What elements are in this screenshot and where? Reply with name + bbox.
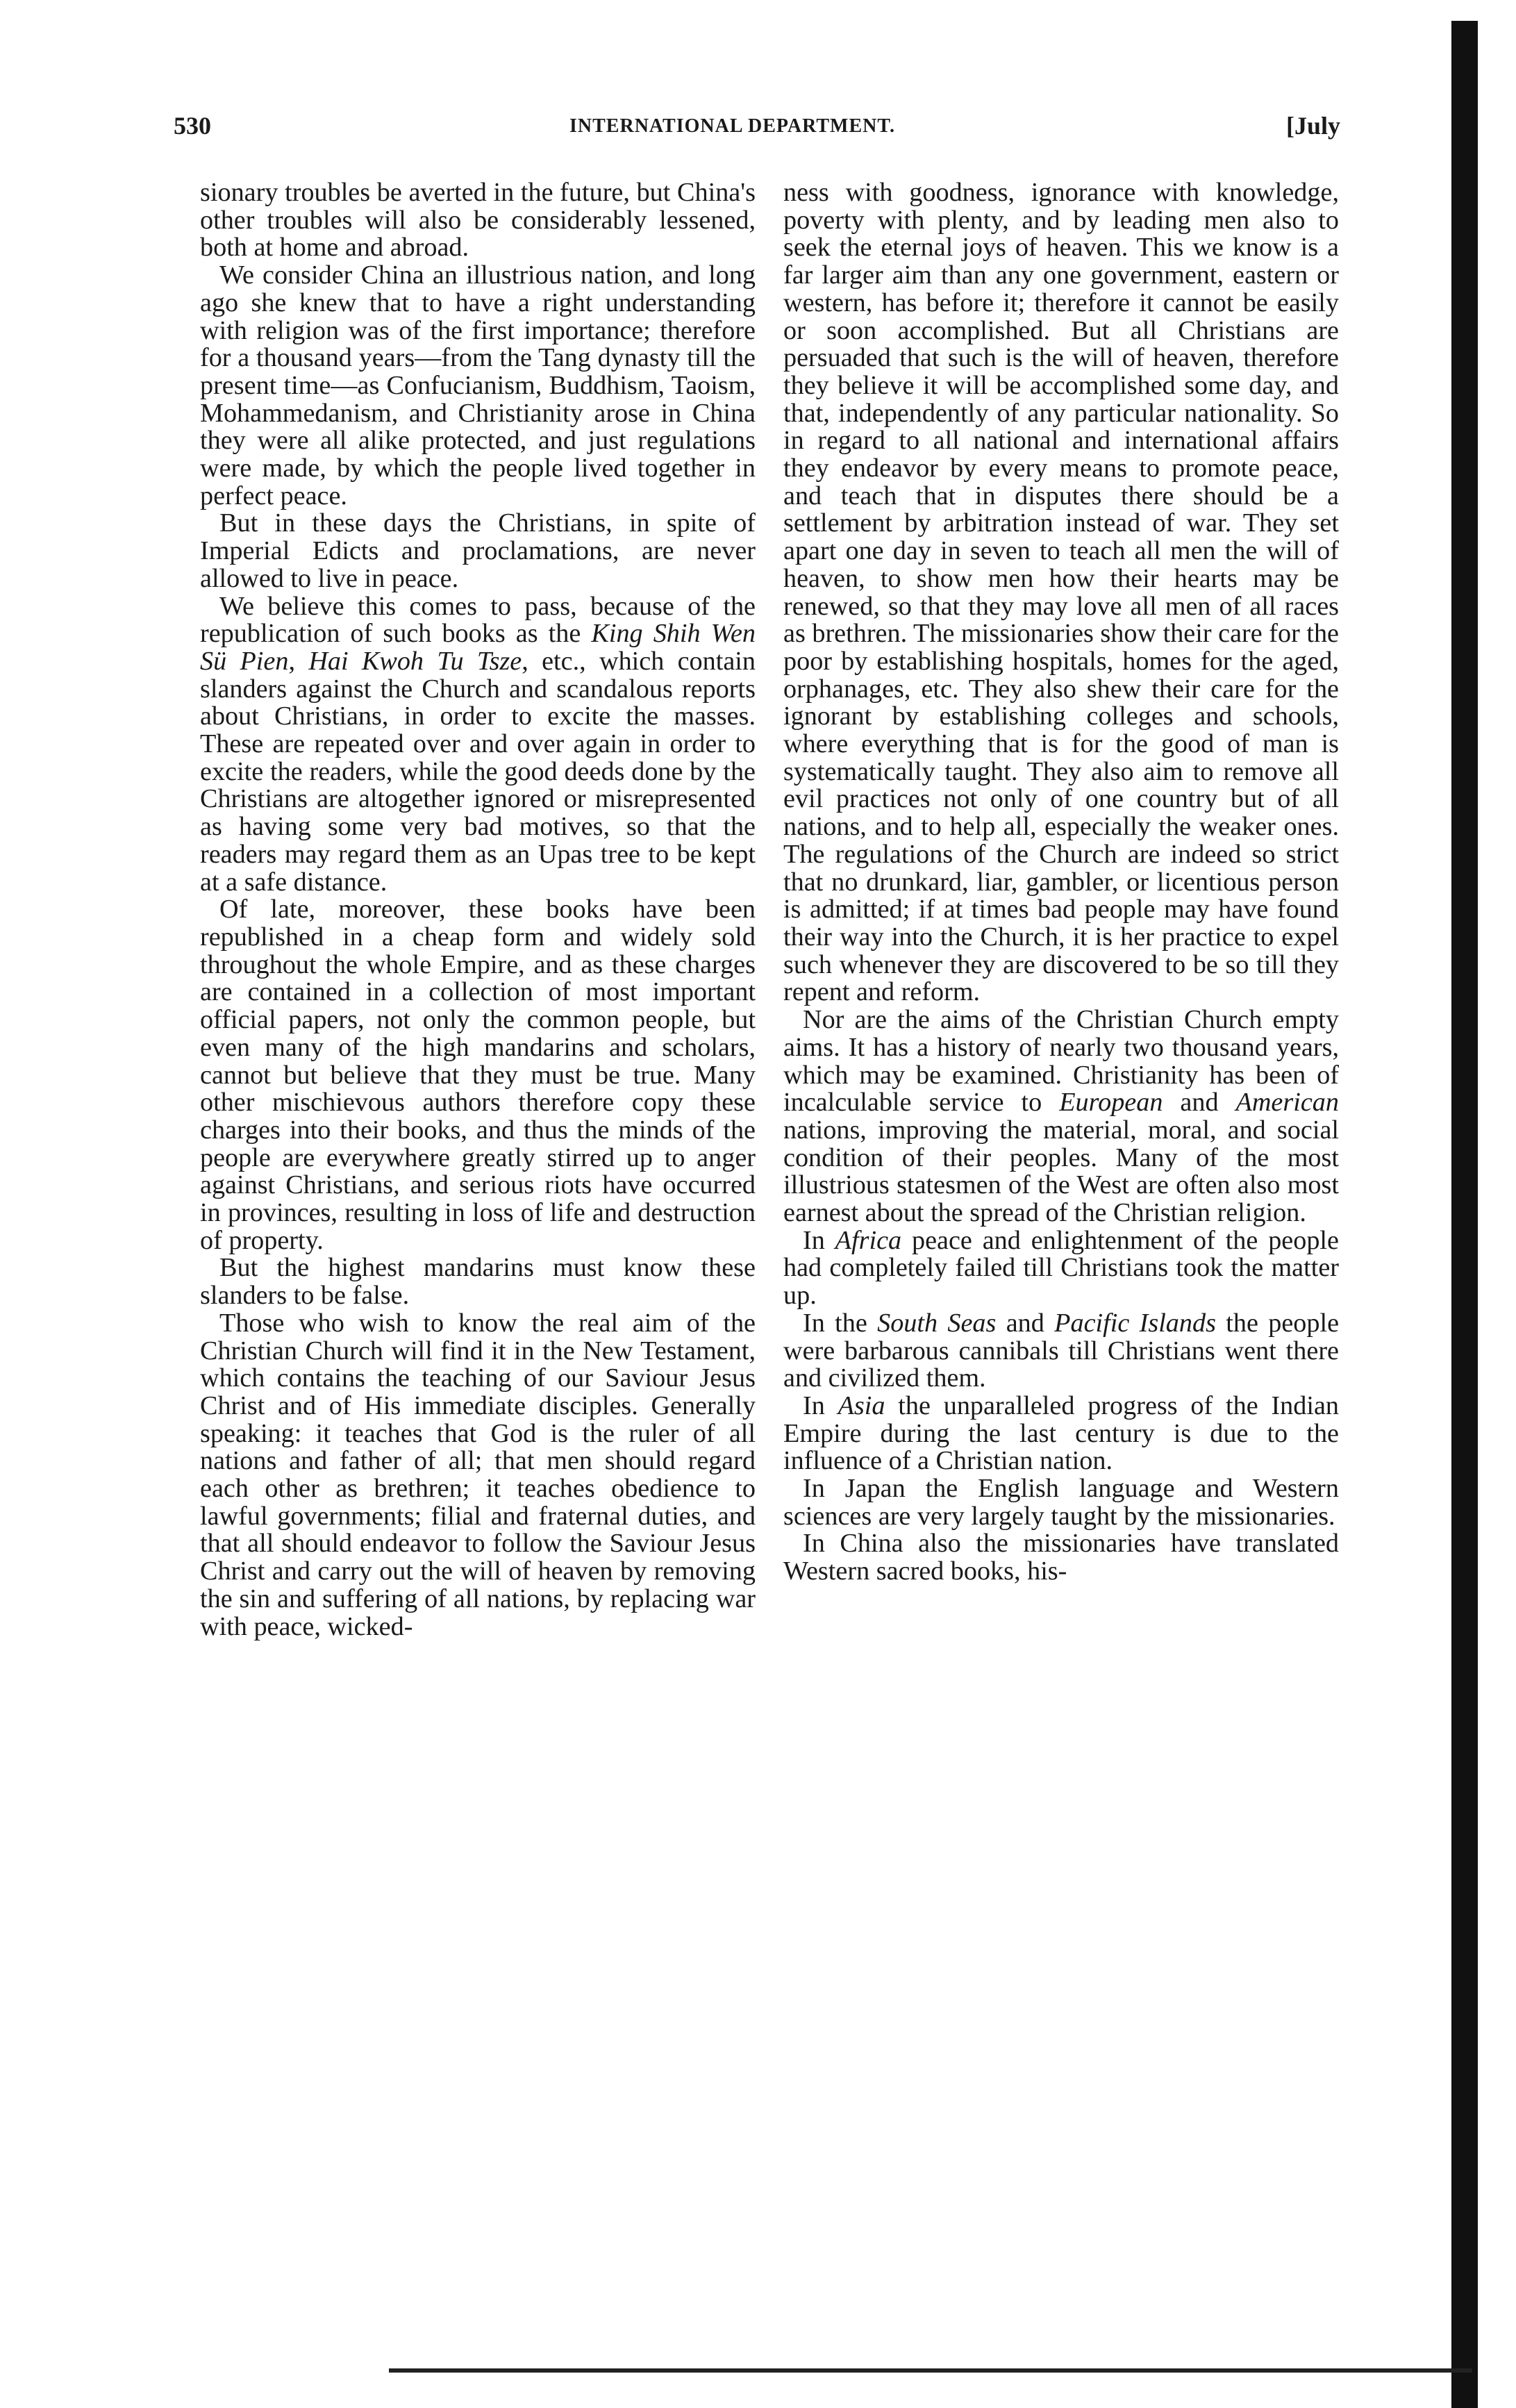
emphasis: South Seas (877, 1308, 997, 1338)
paragraph-text: In (803, 1390, 838, 1420)
paragraph: Those who wish to know the real aim of the Christian Church will find it in the New Testament, which contains the teaching of our Saviour Jesus Christ and of His immediate disciples. Generally speaking: it teaches that God is the ruler of all nations and father of all; that men should regard each other as brethren; it teaches obedience to lawful governments; filial and fraternal duties, and that all should endeavor to follow the Saviour Jesus Christ and carry out the will of heaven by removing the sin and suffering of all nations, by replacing war with peace, wicked- (200, 1308, 756, 1641)
paragraph-text: and (1163, 1088, 1236, 1118)
paragraph-text: the unparalleled progress of the Indian Empire during the last century is due to the influence of a Christian nation. (783, 1390, 1340, 1476)
paragraph: sionary troubles be averted in the future, but China's other troubles will also be considerably lessened, both at home and abroad. (200, 178, 756, 263)
paragraph-text: peace and enlightenment of the people had completely failed till Christians took the matter up. (783, 1225, 1339, 1311)
paragraph-text: , (288, 646, 309, 676)
scan-bottom-edge (389, 2368, 1472, 2373)
running-month: [July (1285, 112, 1340, 140)
page-number: 530 (174, 112, 211, 140)
scan-edge-gap (1451, 0, 1516, 21)
emphasis: Africa (835, 1225, 902, 1255)
paragraph-text: We believe this comes to pass, because of the republication of such books as the (200, 591, 756, 649)
paragraph: But the highest mandarins must know these slanders to be false. (200, 1253, 756, 1311)
paragraph: We consider China an illustrious nation, and long ago she knew that to have a right understanding with religion was of the first importance; therefore for a thousand years—from the Tang dynasty till the present time—as Confucianism, Buddhism, Taoism, Mohammedanism, and Christianity arose in China they were all alike protected, and just regulations were made, by which the people lived together in perfect peace. (200, 260, 756, 510)
paragraph-text: nations, improving the material, moral, and social condition of their peoples. Many of the most illustrious statesmen of the West are often also most earnest about the spread of the Christian religion. (783, 1115, 1339, 1228)
running-title: INTERNATIONAL DEPARTMENT. (569, 115, 895, 137)
right-column (783, 179, 1339, 1586)
paragraph (783, 1390, 1340, 1476)
emphasis: Asia (838, 1390, 885, 1420)
paragraph-text: In the (803, 1308, 878, 1338)
paragraph: But in these days the Christians, in spite of Imperial Edicts and proclamations, are never allowed to live in peace. (200, 508, 756, 593)
emphasis: Pacific Islands (1054, 1308, 1216, 1338)
paragraph: In Japan the English language and Western sciences are very largely taught by the missionaries. (783, 1474, 1339, 1531)
paragraph: ness with goodness, ignorance with knowledge, poverty with plenty, and by leading men also to seek the eternal joys of heaven. This we know is a far larger aim than any one government, eastern or western, has before it; therefore it cannot be easily or soon accomplished. But all Christians are persuaded that such is the will of heaven, therefore they believe it will be accomplished some day, and that, independently of any particular nationality. So in regard to all national and international affairs they endeavor by every means to promote peace, and teach that in disputes there should be a settlement by arbitration instead of war. They set apart one day in seven to teach all men the will of heaven, to show men how their hearts may be renewed, so that they may love all men of all races as brethren. The missionaries show their care for the poor by establishing hospitals, homes for the aged, orphanages, etc. They also shew their care for the ignorant by establishing colleges and schools, where everything that is for the good of man is systematically taught. They also aim to remove all evil practices not only of one country but of all nations, and to help all, especially the weaker ones. The regulations of the Church are indeed so strict that no drunkard, liar, gambler, or licentious person is admitted; if at times bad people may have found their way into the Church, it is her practice to expel such whenever they are discovered to be so till they repent and reform. (783, 178, 1339, 1007)
paragraph (783, 1310, 1339, 1393)
book-title: King Shih Wen Sü Pien (200, 619, 756, 676)
paragraph-text: and (996, 1308, 1055, 1338)
paragraph (200, 593, 756, 897)
paragraph-text: , etc., which contain slanders against the Church and scandalous reports about Christians, in order to excite the masses. These are repeated over and over again in order to excite the readers, while the good deeds done by the Christians are altogether ignored or misrepresented as having some very bad motives, so that the readers may regard them as an Upas tree to be kept at a safe distance. (200, 646, 756, 897)
scan-binding-edge (1451, 0, 1478, 2408)
emphasis: European (1059, 1088, 1163, 1118)
paragraph: Of late, moreover, these books have been republished in a cheap form and widely sold throughout the whole Empire, and as these charges are contained in a collection of most important official papers, not only the common people, but even many of the high mandarins and scholars, cannot but believe that they must be true. Many other mischievous authors therefore copy these charges into their books, and thus the minds of the people are everywhere greatly stirred up to anger against Christians, and serious riots have occurred in provinces, resulting in loss of life and destruction of property. (200, 895, 756, 1255)
left-column (200, 179, 756, 1641)
paragraph-text: In (803, 1225, 835, 1255)
paragraph-text: the people were barbarous cannibals till Christians went there and civilized them. (783, 1308, 1340, 1393)
paragraph (783, 1227, 1339, 1310)
book-title: Hai Kwoh Tu Tsze (308, 646, 522, 676)
running-header (174, 97, 1340, 153)
paragraph-text: Nor are the aims of the Christian Church empty aims. It has a history of nearly two thousand years, which may be examined. Christianity has been of incalculable service to (783, 1005, 1339, 1118)
emphasis: American (1235, 1088, 1339, 1118)
paragraph: In China also the missionaries have translated Western sacred books, his- (783, 1529, 1339, 1586)
paragraph (783, 1006, 1339, 1227)
